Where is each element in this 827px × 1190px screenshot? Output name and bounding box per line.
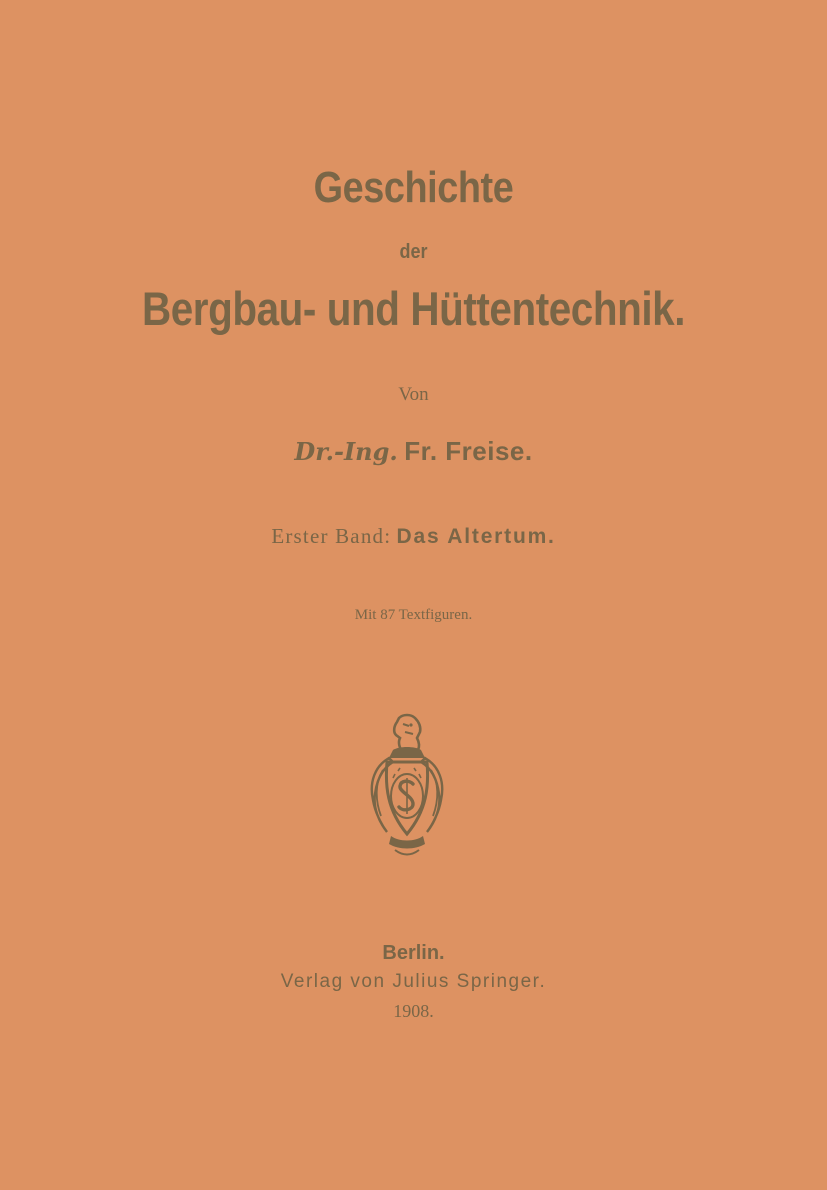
publisher-name: Verlag von Julius Springer. [280, 971, 547, 992]
figures-note: Mit 87 Textfiguren. [354, 607, 473, 623]
volume-title: Das Altertum. [396, 525, 556, 548]
by-label: Von [398, 384, 429, 405]
book-title: Geschichte [313, 163, 514, 212]
author [0, 434, 827, 469]
publication-year: 1908. [393, 1001, 434, 1021]
volume-line [0, 522, 827, 551]
volume-label: Erster Band: [271, 524, 392, 548]
author-title-prefix: Dr.-Ing. [294, 437, 398, 466]
springer-knight-emblem-icon [365, 712, 449, 858]
publisher-city: Berlin. [382, 942, 445, 964]
book-subtitle: Bergbau- und Hüttentechnik. [141, 282, 686, 335]
book-title-connector: der [399, 241, 428, 263]
author-name: Fr. Freise. [404, 436, 533, 466]
